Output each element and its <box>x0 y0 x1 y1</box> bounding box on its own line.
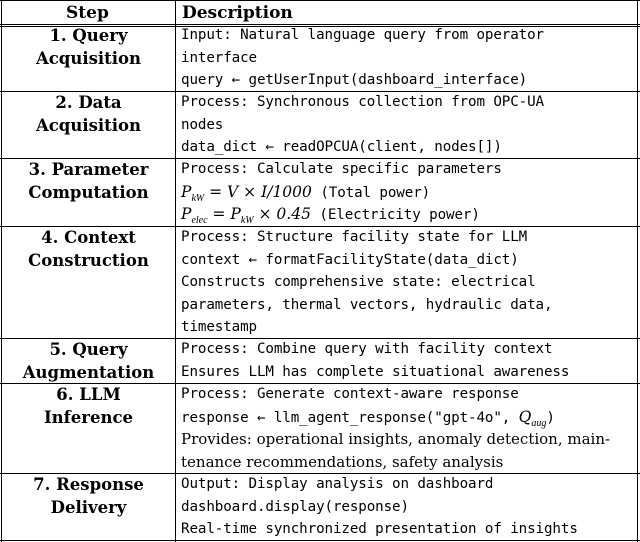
description-line: context ← formatFacilityState(data_dict) <box>181 251 519 268</box>
description-line: Process: Calculate specific parameters <box>181 161 502 177</box>
eq-symbol: P <box>181 182 192 201</box>
eq-subscript: kW <box>191 192 205 204</box>
description-line: parameters, thermal vectors, hydraulic data, <box>181 296 553 313</box>
step-label: 2. Data <box>55 93 122 112</box>
step-label: Acquisition <box>35 116 142 135</box>
description-line: Input: Natural language query from operator <box>181 27 544 43</box>
header-description: Description <box>182 3 293 23</box>
step-label: Inference <box>43 408 134 427</box>
description-line: Real-time synchronized presentation of insights <box>181 521 578 537</box>
description-line: Ensures LLM has complete situational awareness <box>181 363 570 380</box>
description-line: Constructs comprehensive state: electrical <box>181 274 536 290</box>
step-label: Computation <box>28 183 149 202</box>
description-cell <box>181 158 637 226</box>
code-text: response ← llm_agent_response("gpt-4o", <box>181 409 519 426</box>
equation-total-power <box>181 181 637 204</box>
description-line: Provides: operational insights, anomaly detection, main- <box>181 430 611 448</box>
description-line: dashboard.display(response) <box>181 498 409 515</box>
step-cell <box>1 158 176 204</box>
description-line: tenance recommendations, safety analysis <box>181 452 504 471</box>
step-cell <box>1 338 176 384</box>
description-line: Process: Combine query with facility context <box>181 341 553 357</box>
description-cell <box>181 226 637 339</box>
eq-subscript: elec <box>191 215 208 226</box>
eq-symbol: P <box>181 205 192 223</box>
header-step: Step <box>66 3 109 23</box>
step-label: 6. LLM <box>56 385 121 404</box>
eq-subscript: aug <box>531 417 547 429</box>
step-label: Delivery <box>50 498 127 517</box>
eq-subscript: kW <box>240 215 254 226</box>
step-cell <box>1 473 176 519</box>
step-label: 5. Query <box>49 340 128 359</box>
eq-expression: = P <box>207 205 241 223</box>
table-top-rule <box>0 0 640 1</box>
description-line: timestamp <box>181 319 257 335</box>
description-line: Process: Synchronous collection from OPC-UA <box>181 94 544 110</box>
step-cell <box>1 383 176 429</box>
step-cell <box>1 91 176 137</box>
description-line: Process: Generate context-aware response <box>181 386 519 402</box>
description-line-code <box>181 406 637 429</box>
step-cell <box>1 24 176 70</box>
description-line: data_dict ← readOPCUA(client, nodes[]) <box>181 139 502 155</box>
step-cell <box>1 226 176 272</box>
description-cell <box>181 473 637 541</box>
step-label: 4. Context <box>41 228 136 247</box>
description-cell <box>181 24 637 92</box>
description-line: nodes <box>181 116 224 133</box>
description-line: Output: Display analysis on dashboard <box>181 476 494 492</box>
description-cell <box>181 91 637 159</box>
eq-expression: × 0.45 <box>253 205 311 223</box>
step-label: 1. Query <box>49 26 128 45</box>
step-label: Augmentation <box>22 363 155 382</box>
description-line: Process: Structure facility state for LLM <box>181 229 528 245</box>
eq-expression: = V × I/1000 <box>204 182 312 201</box>
description-line: query ← getUserInput(dashboard_interface) <box>181 72 528 88</box>
eq-note: (Electricity power) <box>310 207 480 223</box>
code-text: ) <box>546 409 555 426</box>
step-label: 3. Parameter <box>28 160 149 179</box>
step-label: Acquisition <box>35 49 142 68</box>
description-cell <box>181 383 637 473</box>
description-cell <box>181 338 637 383</box>
eq-note: (Total power) <box>311 184 431 201</box>
step-label: Construction <box>28 251 149 270</box>
right-border <box>637 0 638 542</box>
description-line: interface <box>181 49 257 66</box>
step-label: 7. Response <box>33 475 144 494</box>
equation-electricity-power <box>181 203 637 226</box>
eq-symbol: Q <box>518 407 532 426</box>
